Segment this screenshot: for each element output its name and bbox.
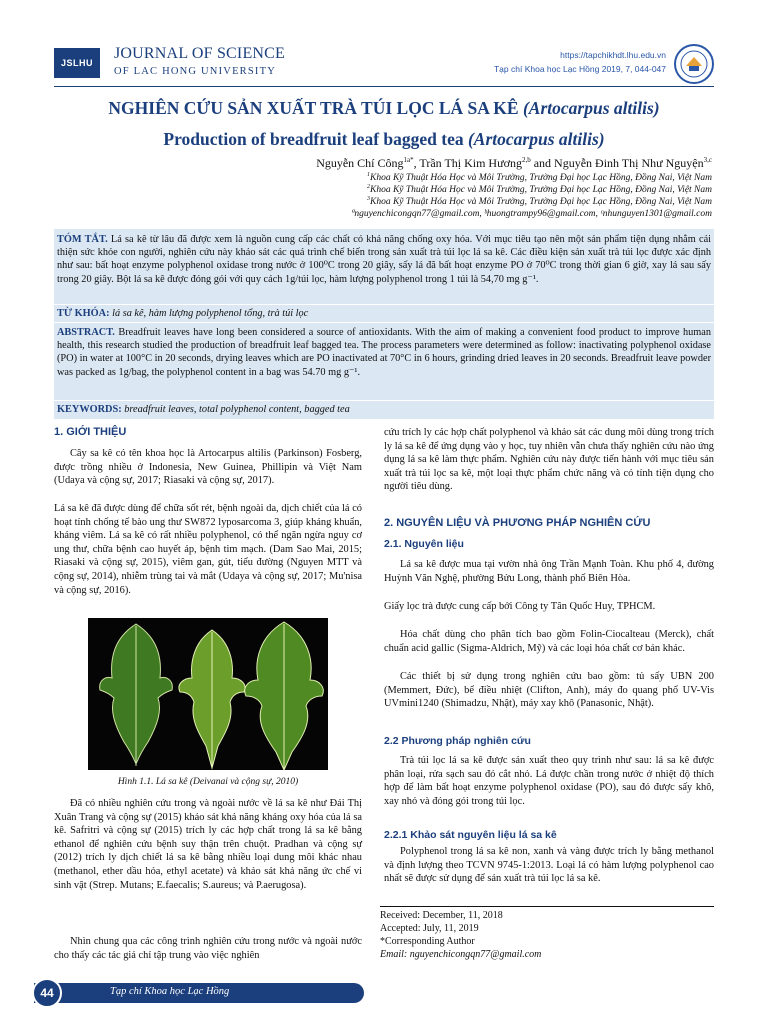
abstract-vietnamese: TÓM TẮT. Lá sa kê từ lâu đã được xem là nguồn cung cấp các chất có khả năng chống oxy hóa. Với mục tiêu tạo nên một sản phẩm tiện dụng nhằm cải thiện sức khỏe con người, nghiên cứu này khảo sát các quá trình chế biến trong sản xuất trà túi lọc lá sa kê. Các điều kiện sản xuất trà túi lọc được xác định như sau: bất hoạt enzyme polyphenol oxidase trong nước ở 100⁰C trong 20 giây, sấy lá đã bất hoạt enzyme PO ở 70⁰C trong thời gian 6 giờ, xay lá sau sấy trong 20 giây. Bột lá sa kê được đóng gói với quy cách 1g/túi lọc, hàm lượng polyphenol trong 1 túi là 54,70 mg g⁻¹. bbox=[57, 234, 712, 285]
journal-header bbox=[54, 44, 714, 84]
page-number: 44 bbox=[32, 978, 62, 1008]
paragraph: Đã có nhiều nghiên cứu trong và ngoài nước về lá sa kê như Đái Thị Xuân Trang và cộng sự (2015) khảo sát khả năng kháng oxy hóa của lá sa kê. Safritri và cộng sự (2015) trích ly các hợp chất trong lá sa kê bằng ethanol để nghiên cứu bệnh suy thận trên chuột. Pradhan và cộng sự (2012) trích ly dịch chiết lá sa kê bằng nhiều loại dung môi khác nhau (methanol, ether dầu hỏa, ethyl acetate) và khảo sát khả năng ức chế vi sinh vật (Strep. Mutans; E.faecalis; S.aureus; và P.aerugosa). bbox=[54, 798, 362, 891]
paragraph: Trà túi lọc lá sa kê được sản xuất theo quy trình như sau: lá sa kê được phân loại, rửa sạch sau đó cắt nhỏ. Lá được chần trong nước ở nhiệt độ thích hợp để làm bất hoạt enzyme polyphenol oxidase (PO), sau đó được sấy khô, xay nhỏ và đóng gói trong túi lọc. bbox=[384, 755, 714, 807]
keywords-vietnamese: TỪ KHÓA: lá sa kê, hàm lượng polyphenol tổng, trà túi lọc bbox=[57, 308, 309, 319]
author-list: Nguyễn Chí Công$^{1a*}$, Trần Thị Kim Hương$^{2,b}$ and Nguyễn Đinh Thị Như Nguyện$^{3,c}$ bbox=[316, 156, 712, 170]
journal-title: JOURNAL OF SCIENCE bbox=[114, 45, 286, 62]
subsection-heading-materials: 2.1. Nguyên liệu bbox=[384, 538, 464, 550]
paragraph: cứu trích ly các hợp chất polyphenol và khảo sát các dung môi dùng trong trích ly lá sa kê để ứng dụng vào y học, tuy nhiên vẫn chưa thấy nghiên cứu nào ứng dụng lá sa kê làm thực phẩm. Nghiên cứu này được tiến hành với mục tiêu sản xuất trà túi lọc sa kê, một loại thực phẩm chức năng và có tính tiện dụng cho người tiêu dùng. bbox=[384, 427, 714, 493]
affiliation-1: $^1$Khoa Kỹ Thuật Hóa Học và Môi Trường, Trường Đại học Lạc Hồng, Đồng Nai, Việt Nam bbox=[366, 172, 712, 184]
article-notes bbox=[380, 909, 541, 961]
subsection-heading-survey: 2.2.1 Khảo sát nguyên liệu lá sa kê bbox=[384, 829, 557, 841]
accepted-date: Accepted: July, 11, 2019 bbox=[380, 923, 479, 934]
paragraph: Cây sa kê có tên khoa học là Artocarpus altilis (Parkinson) Fosberg, được trồng nhiều ở Indonesia, New Guinea, Phillipin và Việt Nam (Udaya và cộng sự, 2017; Riasaki và cộng sự, 2017). bbox=[54, 448, 362, 487]
affiliation-3: $^3$Khoa Kỹ Thuật Hóa Học và Môi Trường, Trường Đại học Lạc Hồng, Đồng Nai, Việt Nam bbox=[366, 196, 712, 208]
section-heading-materials-methods: 2. NGUYÊN LIỆU VÀ PHƯƠNG PHÁP NGHIÊN CỨU bbox=[384, 517, 651, 529]
notes-divider bbox=[380, 906, 714, 907]
paragraph: Polyphenol trong lá sa kê non, xanh và vàng được trích ly bằng methanol và định lượng theo TCVN 9745-1:2013. Loại lá có hàm lượng polyphenol cao nhất sẽ được sử dụng để sản xuất trà túi lọc lá sa kê. bbox=[384, 846, 714, 885]
abstract-english: ABSTRACT. Breadfruit leaves have long been considered a source of antioxidants. With the aim of making a convenient food product to improve human health, this research studied the production of breadfruit leaf bagged tea. The process parameters were determined as follow: inactivating polyphenol oxidase (PO) in water at 100°C in 20 seconds, drying leaves which are PO inactivated at 70°C in 6 hours, grinding dried leaves in 20 seconds. Breadfruit leave powder was packed as 1g/bag, the polyphenol content in a bag was 54.70 mg g⁻¹. bbox=[57, 327, 711, 378]
journal-subtitle: OF LAC HONG UNIVERSITY bbox=[114, 66, 277, 77]
paragraph: Nhìn chung qua các công trình nghiên cứu trong nước và ngoài nước cho thấy các tác giả chỉ tập trung vào việc nghiên bbox=[54, 936, 362, 961]
paragraph: Giấy lọc trà được cung cấp bởi Công ty Tân Quốc Huy, TPHCM. bbox=[384, 601, 656, 612]
title-english: Production of breadfruit leaf bagged tea (Artocarpus altilis) bbox=[163, 129, 605, 149]
journal-citation: Tạp chí Khoa học Lạc Hồng 2019, 7, 044-047 bbox=[493, 64, 666, 74]
paragraph: Lá sa kê được mua tại vườn nhà ông Trần Mạnh Toàn. Khu phố 4, đường Huỳnh Văn Nghệ, phường Bửu Long, thành phố Biên Hòa. bbox=[384, 559, 714, 584]
paragraph: Lá sa kê đã được dùng để chữa sốt rét, bệnh ngoài da, dịch chiết của lá có hoạt tính chống tế bào ung thư SW872 lyposarcoma 3, giúp kháng khuẩn, kháng viêm. Lá sa kê có rất nhiều polyphenol, có thể ngăn ngừa nguy cơ ung thư, chữa bệnh cao huyết áp, bệnh tim mạch. (Dam Sao Mai, 2015; Riasaki và cộng sự, 2015), viêm gan, gút, tiểu đường (Nguyen MTT và cộng sự, 2014), nhiễm trùng tai và mắt (Udaya và cộng sự, 2017; Mu'nisa và cộng sự, 2016). bbox=[54, 503, 362, 596]
figure-caption: Hình 1.1. Lá sa kê (Deivanai và cộng sự, 2010) bbox=[117, 777, 299, 787]
affiliation-2: $^2$Khoa Kỹ Thuật Hóa Học và Môi Trường, Trường Đại học Lạc Hồng, Đồng Nai, Việt Nam bbox=[366, 184, 712, 196]
corresponding-email: Email: nguyenchicongqn77@gmail.com bbox=[380, 949, 542, 960]
corresponding-author-note: *Corresponding Author bbox=[380, 936, 475, 947]
abstract-divider bbox=[54, 304, 714, 305]
keywords-english: KEYWORDS: breadfruit leaves, total polyphenol content, bagged tea bbox=[57, 404, 350, 415]
header-divider bbox=[54, 86, 714, 87]
university-seal-icon bbox=[674, 44, 714, 84]
journal-url-link[interactable]: https://tapchikhdt.lhu.edu.vn bbox=[560, 50, 666, 60]
subsection-heading-methods: 2.2 Phương pháp nghiên cứu bbox=[384, 735, 531, 747]
paragraph: Các thiết bị sử dụng trong nghiên cứu bao gồm: tủ sấy UBN 200 (Memmert, Đức), bể điều nhiệt (Clifton, Anh), máy đo quang phổ UV-Vis UVmini1240 (Shimadzu, Nhật), máy xay khô (Panasonic, Nhật). bbox=[384, 671, 714, 710]
section-heading-introduction: 1. GIỚI THIỆU bbox=[54, 426, 127, 438]
title-vietnamese: NGHIÊN CỨU SẢN XUẤT TRÀ TÚI LỌC LÁ SA KÊ (Artocarpus altilis) bbox=[108, 98, 660, 118]
received-date: Received: December, 11, 2018 bbox=[380, 910, 503, 921]
paragraph: Hóa chất dùng cho phân tích bao gồm Folin-Ciocalteau (Merck), chất chuẩn acid gallic (Sigma-Aldrich, Mỹ) và các loại hóa chất cơ bản khác. bbox=[384, 629, 714, 654]
footer-journal-name: Tạp chí Khoa học Lạc Hồng bbox=[110, 986, 230, 997]
abstract-divider bbox=[54, 400, 714, 401]
abstract-divider bbox=[54, 322, 714, 323]
journal-logo: JSLHU bbox=[54, 48, 100, 78]
author-emails: ªnguyenchicongqn77@gmail.com, ᵇhuongtrampy96@gmail.com, ᶜnhunguyen1301@gmail.com bbox=[351, 209, 712, 219]
breadfruit-leaves-image bbox=[88, 618, 328, 770]
